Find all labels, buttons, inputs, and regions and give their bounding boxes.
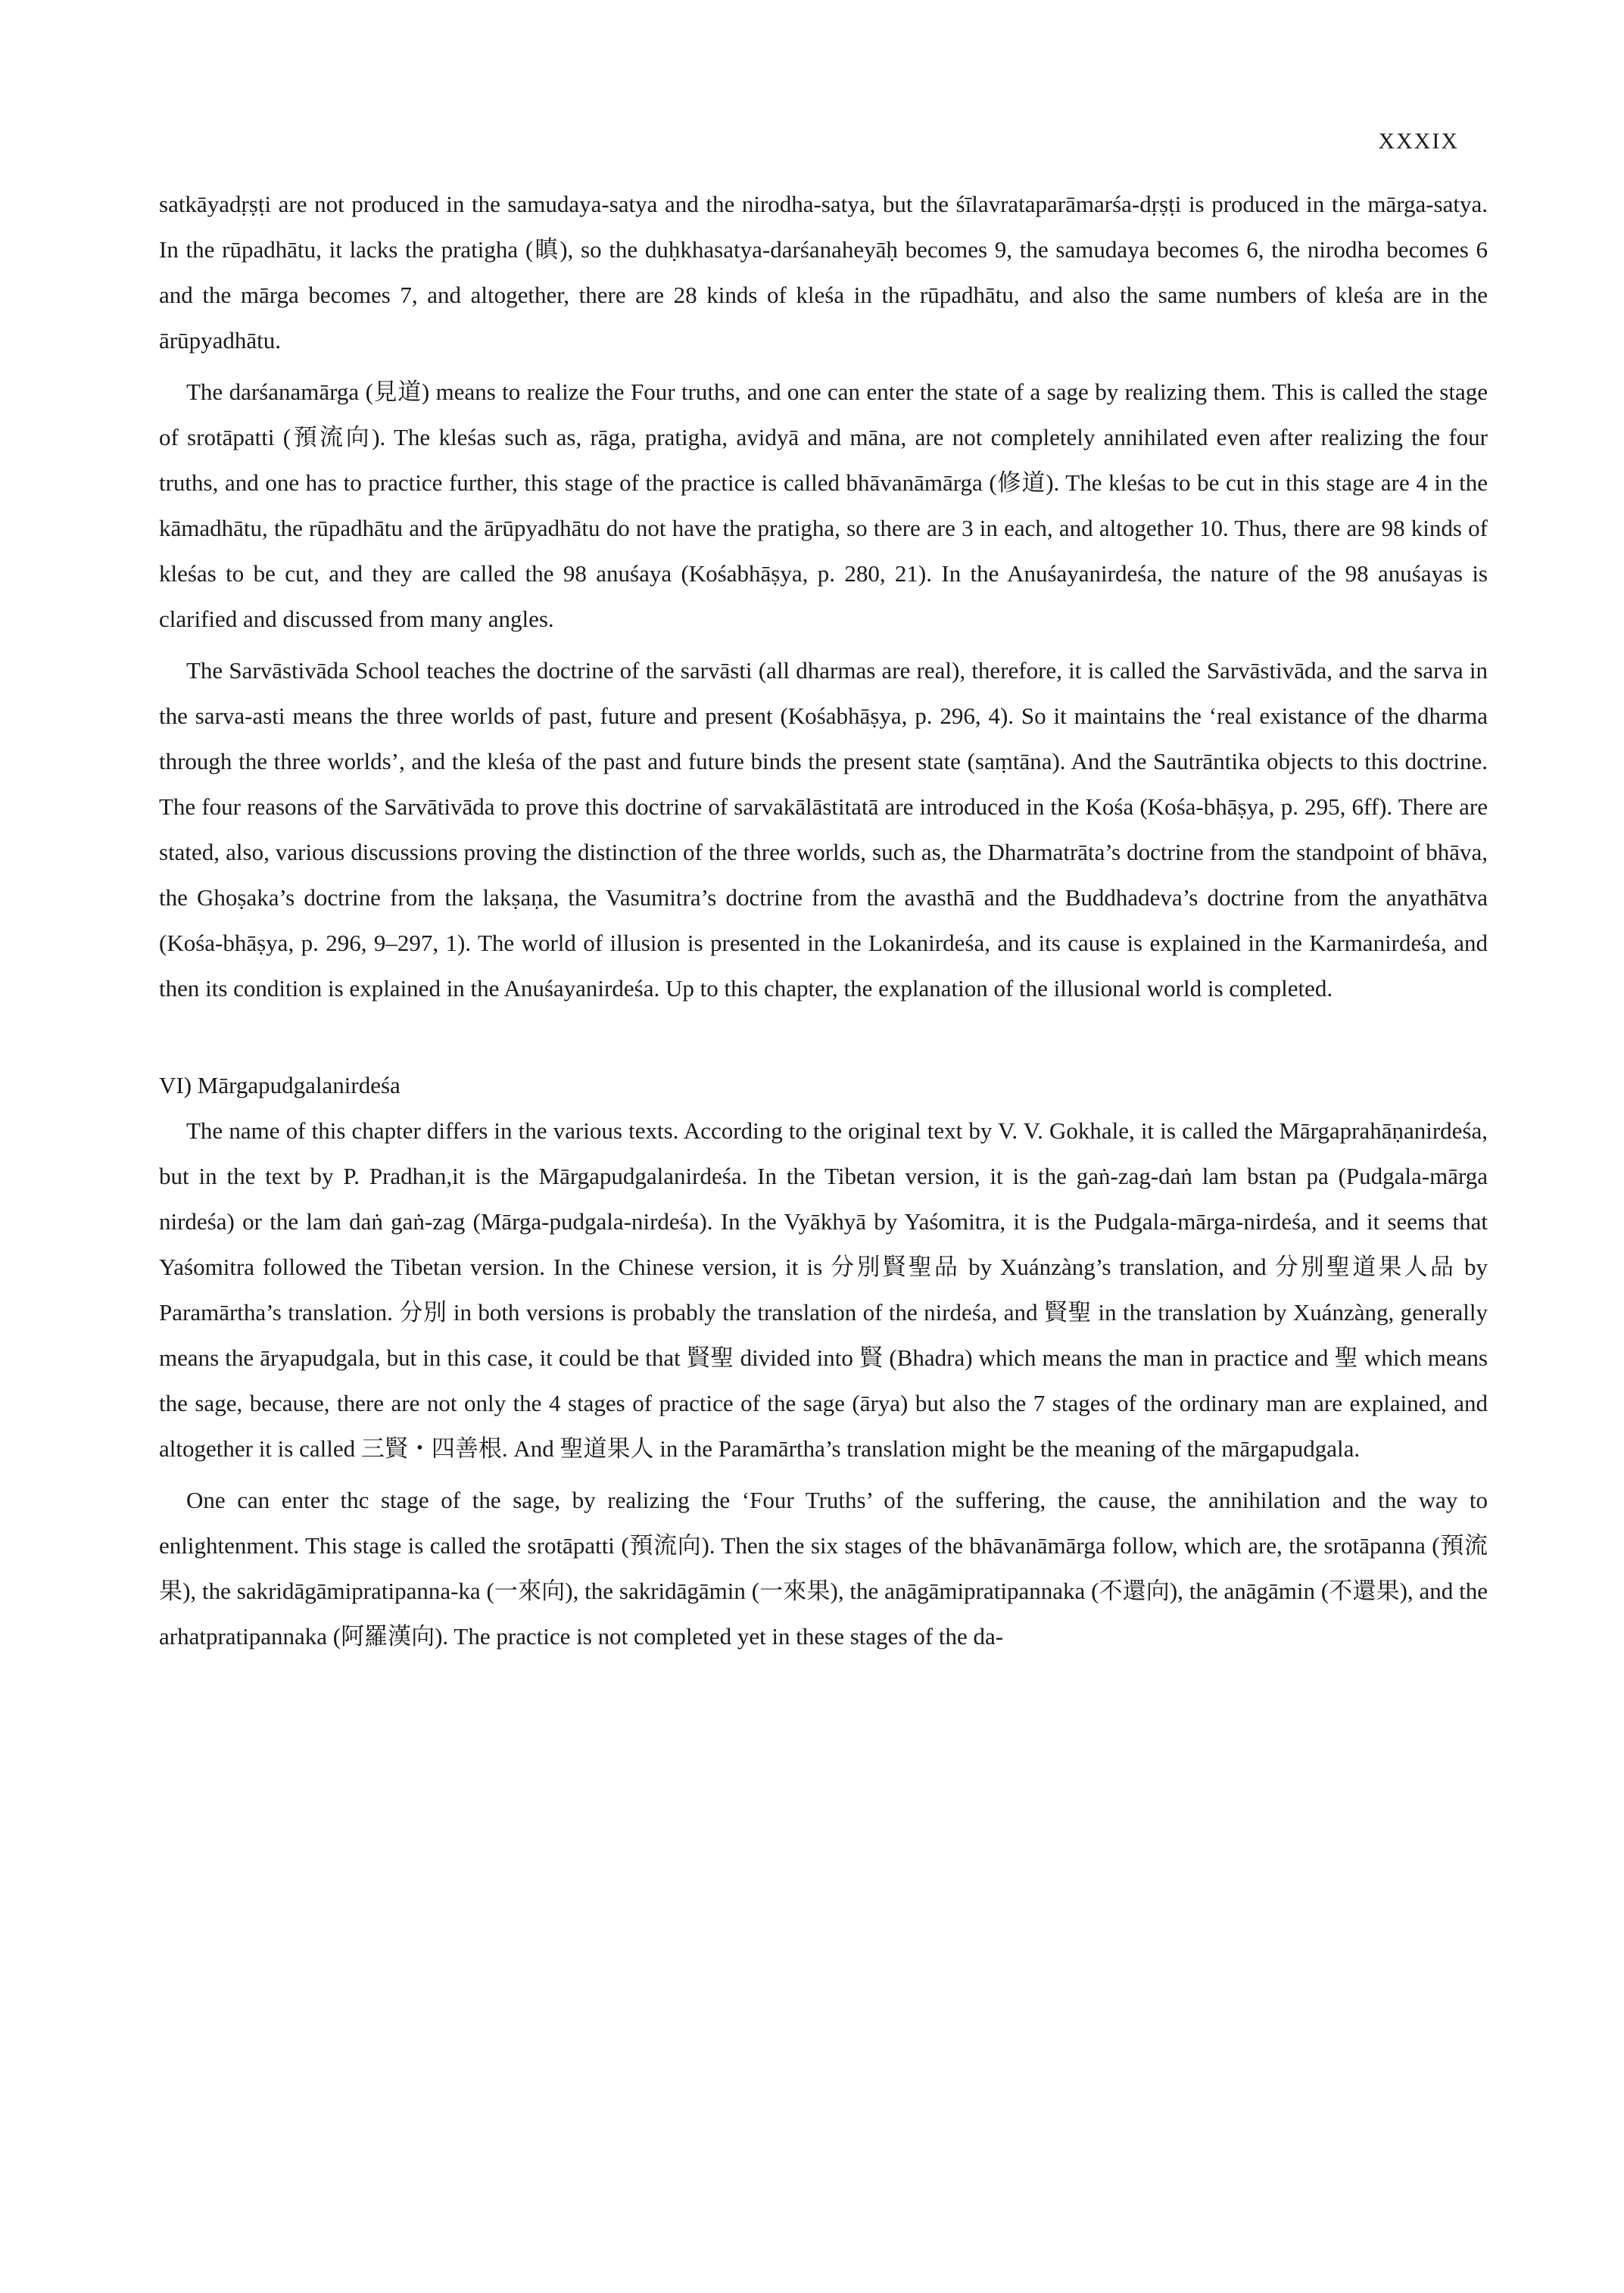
paragraph-darshanamarga: The darśanamārga (見道) means to realize the Four truths, and one can enter the state of a sage by realizing them. This is called the stage of srotāpatti (預流向). The kleśas such as, rāga, pratigha, avidyā and māna, are not completely annihilated even after realizing the four truths, and one has to practice further, this stage of the practice is called bhāvanāmārga (修道). The kleśas to be cut in this stage are 4 in the kāmadhātu, the rūpadhātu and the ārūpyadhātu do not have the pratigha, so there are 3 in each, and altogether 10. Thus, there are 98 kinds of kleśas to be cut, and they are called the 98 anuśaya (Kośabhāṣya, p. 280, 21). In the Anuśayanirdeśa, the nature of the 98 anuśayas is clarified and discussed from many angles. xyxy=(159,379,1488,632)
page-body xyxy=(159,182,1488,1659)
paragraph-stages-of-sage: One can enter thc stage of the sage, by realizing the ‘Four Truths’ of the suffering, the cause, the annihilation and the way to enlightenment. This stage is called the srotāpatti (預流向). Then the six stages of the bhāvanāmārga follow, which are, the srotāpanna (預流果), the sakridāgāmipratipanna-ka (一來向), the sakridāgāmin (一來果), the anāgāmipratipannaka (不還向), the anāgāmin (不還果), and the arhatpratipannaka (阿羅漢向). The practice is not completed yet in these stages of the da- xyxy=(159,1487,1488,1650)
paragraph-chapter-name: The name of this chapter differs in the various texts. According to the original text by V. V. Gokhale, it is called the Mārgaprahāṇanirdeśa, but in the text by P. Pradhan,it is the Mārgapudgalanirdeśa. In the Tibetan version, it is the gaṅ-zag-daṅ lam bstan pa (Pudgala-mārga nirdeśa) or the lam daṅ gaṅ-zag (Mārga-pudgala-nirdeśa). In the Vyākhyā by Yaśomitra, it is the Pudgala-mārga-nirdeśa, and it seems that Yaśomitra followed the Tibetan version. In the Chinese version, it is 分別賢聖品 by Xuánzàng’s translation, and 分別聖道果人品 by Paramārtha’s translation. 分別 in both versions is probably the translation of the nirdeśa, and 賢聖 in the translation by Xuánzàng, generally means the āryapudgala, but in this case, it could be that 賢聖 divided into 賢 (Bhadra) which means the man in practice and 聖 which means the sage, because, there are not only the 4 stages of practice of the sage (ārya) but also the 7 stages of the ordinary man are explained, and altogether it is called 三賢・四善根. And 聖道果人 in the Paramārtha’s translation might be the meaning of the mārgapudgala. xyxy=(159,1117,1488,1462)
page-number: XXXIX xyxy=(1378,129,1459,154)
paragraph-sarvastivada: The Sarvāstivāda School teaches the doctrine of the sarvāsti (all dharmas are real), therefore, it is called the Sarvāstivāda, and the sarva in the sarva-asti means the three worlds of past, future and present (Kośabhāṣya, p. 296, 4). So it maintains the ‘real existance of the dharma through the three worlds’, and the kleśa of the past and future binds the present state (saṃtāna). And the Sautrāntika objects to this doctrine. The four reasons of the Sarvātivāda to prove this doctrine of sarvakālāstitatā are introduced in the Kośa (Kośa-bhāṣya, p. 295, 6ff). There are stated, also, various discussions proving the distinction of the three worlds, such as, the Dharmatrāta’s doctrine from the standpoint of bhāva, the Ghoṣaka’s doctrine from the lakṣaṇa, the Vasumitra’s doctrine from the avasthā and the Buddhadeva’s doctrine from the anyathātva (Kośa-bhāṣya, p. 296, 9–297, 1). The world of illusion is presented in the Lokanirdeśa, and its cause is explained in the Karmanirdeśa, and then its condition is explained in the Anuśayanirdeśa. Up to this chapter, the explanation of the illusional world is completed. xyxy=(159,657,1488,1002)
paragraph-kleshas-count: satkāyadṛṣṭi are not produced in the samudaya-satya and the nirodha-satya, but the śīlavrataparāmarśa-dṛṣṭi is produced in the mārga-satya. In the rūpadhātu, it lacks the pratigha (瞋), so the duḥkhasatya-darśanaheyāḥ becomes 9, the samudaya becomes 6, the nirodha becomes 6 and the mārga becomes 7, and altogether, there are 28 kinds of kleśa in the rūpadhātu, and also the same numbers of kleśa are in the ārūpyadhātu. xyxy=(159,191,1488,354)
section-heading-margapudgalanirdesha: VI) Mārgapudgalanirdeśa xyxy=(159,1072,401,1098)
